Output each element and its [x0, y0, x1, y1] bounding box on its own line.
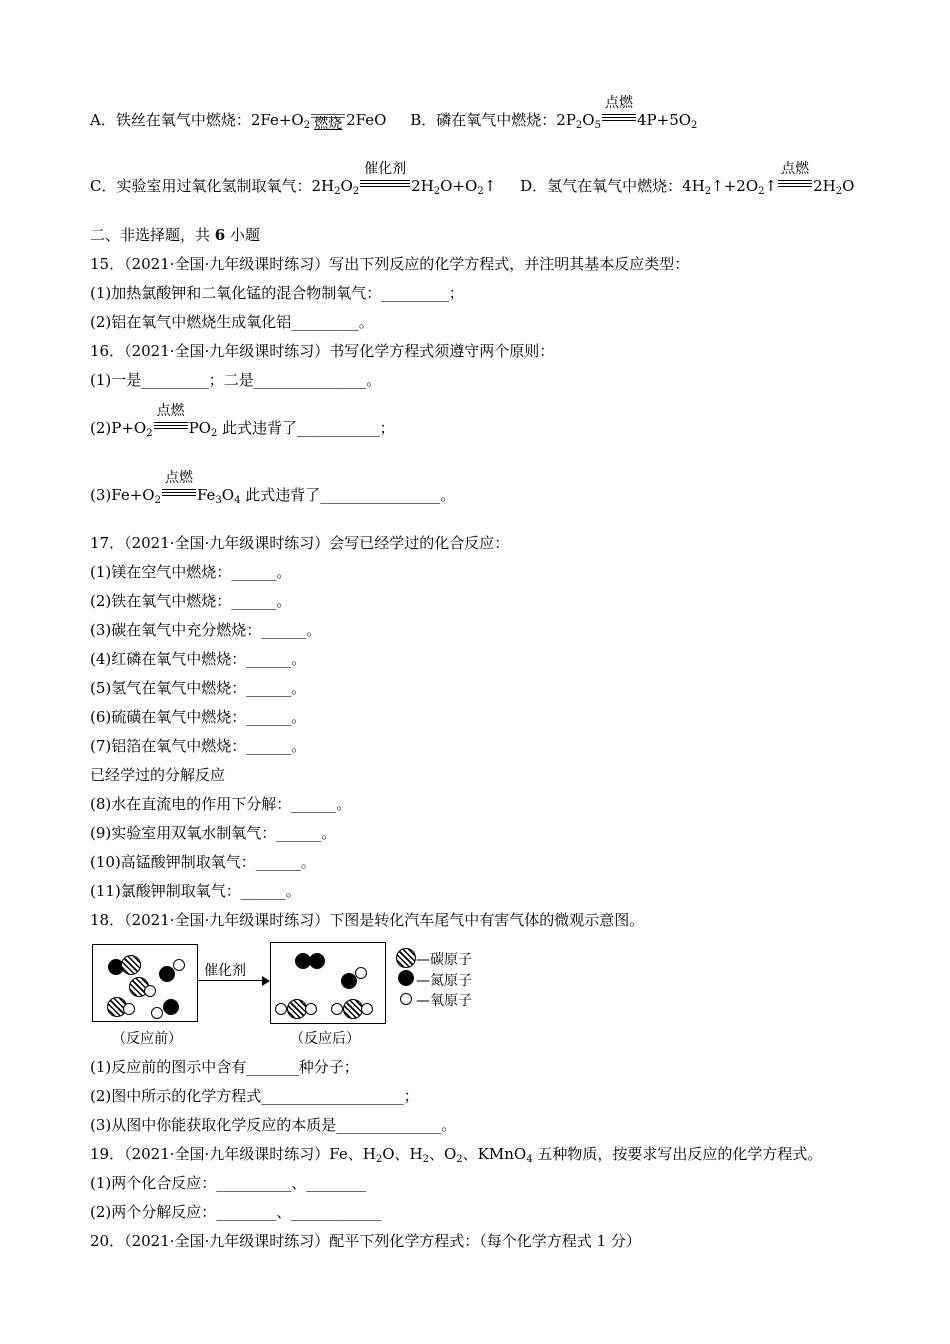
q17-item: (7)铝箔在氧气中燃烧：______。 [90, 737, 307, 755]
option-b-text: B．磷在氧气中燃烧：2P [410, 111, 576, 129]
q20-head: 20．（2021·全国·九年级课时练习）配平下列化学方程式：（每个化学方程式 1 分） [90, 1232, 641, 1250]
arrow-label: 催化剂 [204, 963, 246, 979]
after-box [270, 942, 386, 1024]
legend-nitrogen: —氮原子 [416, 973, 472, 989]
condition-ignite: 点燃 [778, 177, 812, 191]
legend-carbon: —碳原子 [416, 952, 472, 968]
q16-head: 16．（2021·全国·九年级课时练习）书写化学方程式须遵守两个原则： [90, 342, 555, 360]
q18-item: (3)从图中你能获取化学反应的本质是______________。 [90, 1116, 457, 1134]
section-title: 二、非选择题，共 6 小题 [90, 226, 261, 244]
q17-item: (4)红磷在氧气中燃烧：______。 [90, 650, 307, 668]
q17-item: (3)碳在氧气中充分燃烧：______。 [90, 621, 322, 639]
q15-item: (2)铝在氧气中燃烧生成氧化铝_________。 [90, 313, 374, 331]
q17-item: (11)氯酸钾制取氧气：______。 [90, 882, 301, 900]
condition-catalyst: 催化剂 [360, 177, 410, 191]
q15-item: (1)加热氯酸钾和二氧化锰的混合物制氧气：_________； [90, 284, 464, 302]
reaction-diagram [90, 940, 510, 1055]
after-label: （反应后） [290, 1031, 360, 1047]
before-label: （反应前） [112, 1031, 182, 1047]
q16-item: $(3)Fe+O_2$ 点燃 $Fe_3O_4$ 此式违背了________________。 [90, 470, 456, 506]
q19-item: (1)两个化合反应：__________、________ [90, 1174, 367, 1192]
option-a-text: A．铁丝在氧气中燃烧：2Fe+O [90, 111, 304, 129]
option-d-text: D．氢气在氧气中燃烧：4H [520, 177, 705, 195]
q18-head: 18．（2021·全国·九年级课时练习）下图是转化汽车尾气中有害气体的微观示意图。 [90, 911, 645, 929]
q16-item: (1)一是_________；二是_______________。 [90, 371, 382, 389]
q17-head: 17．（2021·全国·九年级课时练习）会写已经学过的化合反应： [90, 534, 510, 552]
option-a-b-line: A．铁丝在氧气中燃烧：$2Fe+O_2$ 燃烧 2FeO B．磷在氧气中燃烧：$2P_2O_5$ 点燃 $4P+5O_2$ [90, 95, 698, 132]
q17-item: (10)高锰酸钾制取氧气：______。 [90, 853, 316, 871]
legend-oxygen: —氧原子 [416, 993, 472, 1009]
q18-item: (1)反应前的图示中含有_______种分子； [90, 1058, 359, 1076]
q17-item: (6)硫磺在氧气中燃烧：______。 [90, 708, 307, 726]
q17-subhead: 已经学过的分解反应 [90, 766, 226, 784]
before-box [92, 944, 198, 1022]
arrow-head-icon [262, 976, 270, 986]
option-c-d-line: C．实验室用过氧化氢制取氧气：$2H_2O_2$ 催化剂 $2H_2O+O_2↑$ D．氢气在氧气中燃烧：$4H_2↑+2O_2↑$ 点燃 $2H_2O$ [90, 161, 855, 197]
condition-burn: 燃烧 [311, 111, 345, 125]
nitrogen-atom-icon [398, 970, 414, 986]
condition-ignite: 点燃 [162, 486, 196, 500]
option-c-text: C．实验室用过氧化氢制取氧气：2H [90, 177, 335, 195]
reaction-arrow [198, 980, 264, 981]
q17-item: (5)氢气在氧气中燃烧：______。 [90, 679, 307, 697]
q19-item: (2)两个分解反应：________、____________ [90, 1203, 382, 1221]
condition-ignite: 点燃 [602, 111, 636, 125]
q18-item: (2)图中所示的化学方程式___________________； [90, 1087, 419, 1105]
q16-item: $(2)P+O_2$ 点燃 $PO_2$ 此式违背了___________； [90, 403, 395, 439]
q15-head: 15．（2021·全国·九年级课时练习）写出下列反应的化学方程式，并注明其基本反应类型： [90, 255, 690, 273]
q17-item: (2)铁在氧气中燃烧：______。 [90, 592, 292, 610]
oxygen-atom-icon [400, 993, 412, 1005]
q17-item: (8)水在直流电的作用下分解：______。 [90, 795, 352, 813]
q17-item: (1)镁在空气中燃烧：______。 [90, 563, 292, 581]
q19-head: 19．（2021·全国·九年级课时练习）Fe、$H_2O$、$H_2$、$O_2$、KMnO$_4$ 五种物质，按要求写出反应的化学方程式。 [90, 1145, 823, 1165]
carbon-atom-icon [396, 948, 416, 968]
q17-item: (9)实验室用双氧水制氧气：______。 [90, 824, 337, 842]
condition-ignite: 点燃 [154, 419, 188, 433]
